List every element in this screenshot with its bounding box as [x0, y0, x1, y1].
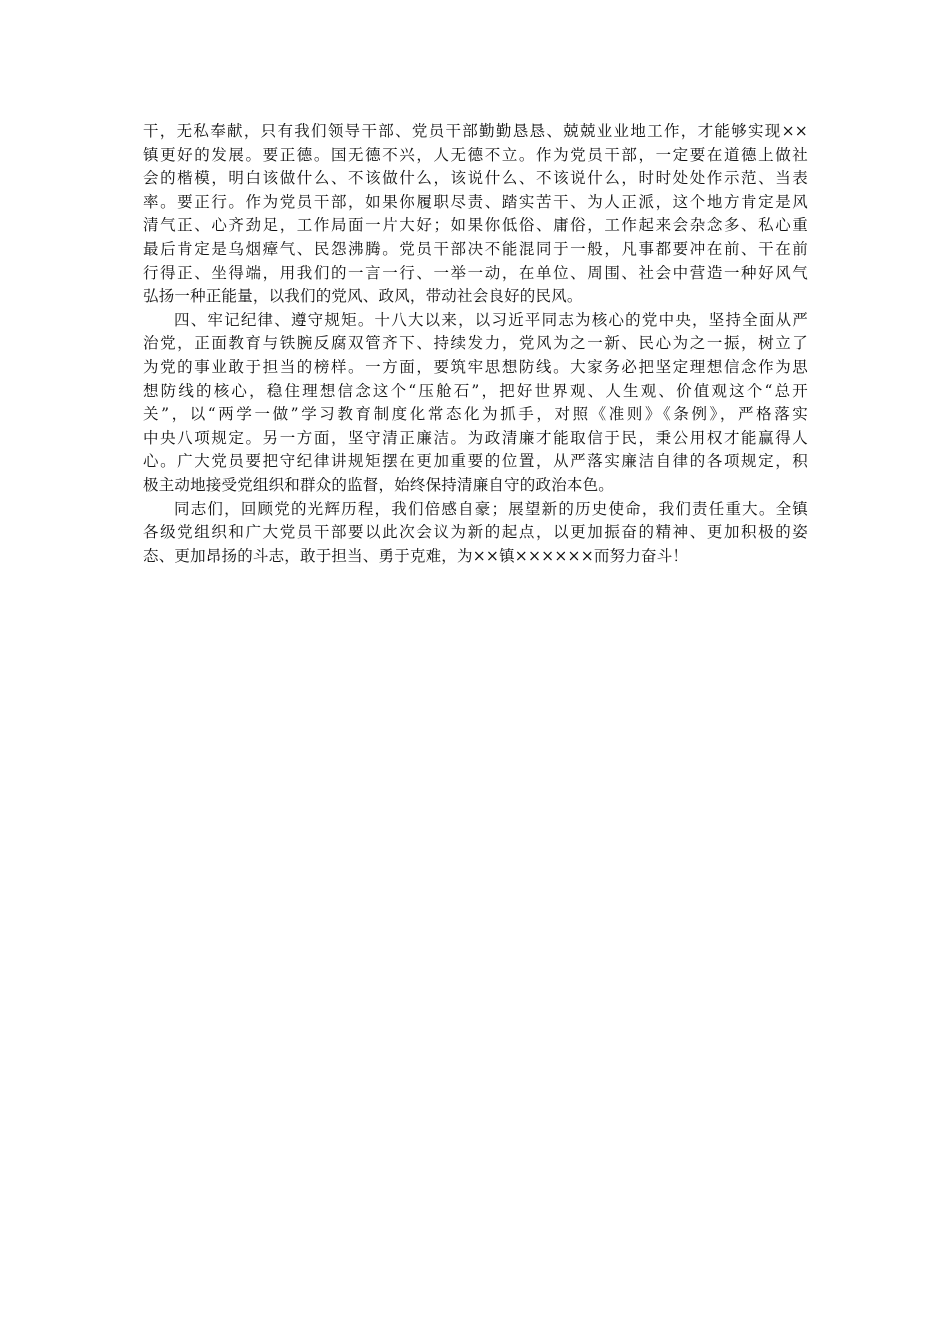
text-line: 四、牢记纪律、遵守规矩。十八大以来，以习近平同志为核心的党中央，坚持全面从严: [174, 310, 808, 329]
text-line: 各级党组织和广大党员干部要以此次会议为新的起点，以更加振奋的精神、更加积极的姿: [143, 523, 808, 542]
document-body: [143, 120, 808, 568]
text-line: 镇更好的发展。要正德。国无德不兴，人无德不立。作为党员干部，一定要在道德上做社: [143, 145, 808, 164]
text-line: 清气正、心齐劲足，工作局面一片大好；如果你低俗、庸俗，工作起来会杂念多、私心重: [143, 216, 808, 235]
text-line: 治党，正面教育与铁腕反腐双管齐下、持续发力，党风为之一新、民心为之一振，树立了: [143, 334, 808, 353]
text-line: 同志们，回顾党的光辉历程，我们倍感自豪；展望新的历史使命，我们责任重大。全镇: [174, 499, 808, 518]
text-line: 率。要正行。作为党员干部，如果你履职尽责、踏实苦干、为人正派，这个地方肯定是风: [143, 192, 808, 211]
text-line: 关”，以“两学一做”学习教育制度化常态化为抓手，对照《准则》《条例》，严格落实: [143, 405, 808, 424]
text-line: 会的楷模，明白该做什么、不该做什么，该说什么、不该说什么，时时处处作示范、当表: [143, 169, 808, 188]
text-line: 行得正、坐得端，用我们的一言一行、一举一动，在单位、周围、社会中营造一种好风气: [143, 263, 808, 282]
text-line: 弘扬一种正能量，以我们的党风、政风，带动社会良好的民风。: [143, 287, 583, 306]
text-line: 为党的事业敢于担当的榜样。一方面，要筑牢思想防线。大家务必把坚定理想信念作为思: [143, 357, 808, 376]
text-line: 想防线的核心，稳住理想信念这个“压舱石”，把好世界观、人生观、价值观这个“总开: [143, 381, 808, 400]
text-line: 心。广大党员要把守纪律讲规矩摆在更加重要的位置，从严落实廉洁自律的各项规定，积: [143, 452, 808, 471]
text-line: 干，无私奉献，只有我们领导干部、党员干部勤勤恳恳、兢兢业业地工作，才能够实现××: [143, 122, 808, 140]
text-line: 态、更加昂扬的斗志，敢于担当、勇于克难，为××镇××××××而努力奋斗！: [143, 546, 689, 565]
paragraph-virtue: [143, 120, 808, 309]
text-line: 最后肯定是乌烟瘴气、民怨沸腾。党员干部决不能混同于一般，凡事都要冲在前、干在前: [143, 239, 808, 258]
paragraph-closing: [143, 498, 808, 569]
paragraph-discipline: [143, 309, 808, 498]
text-line: 极主动地接受党组织和群众的监督，始终保持清廉自守的政治本色。: [143, 475, 615, 494]
text-line: 中央八项规定。另一方面，坚守清正廉洁。为政清廉才能取信于民，秉公用权才能赢得人: [143, 428, 808, 447]
